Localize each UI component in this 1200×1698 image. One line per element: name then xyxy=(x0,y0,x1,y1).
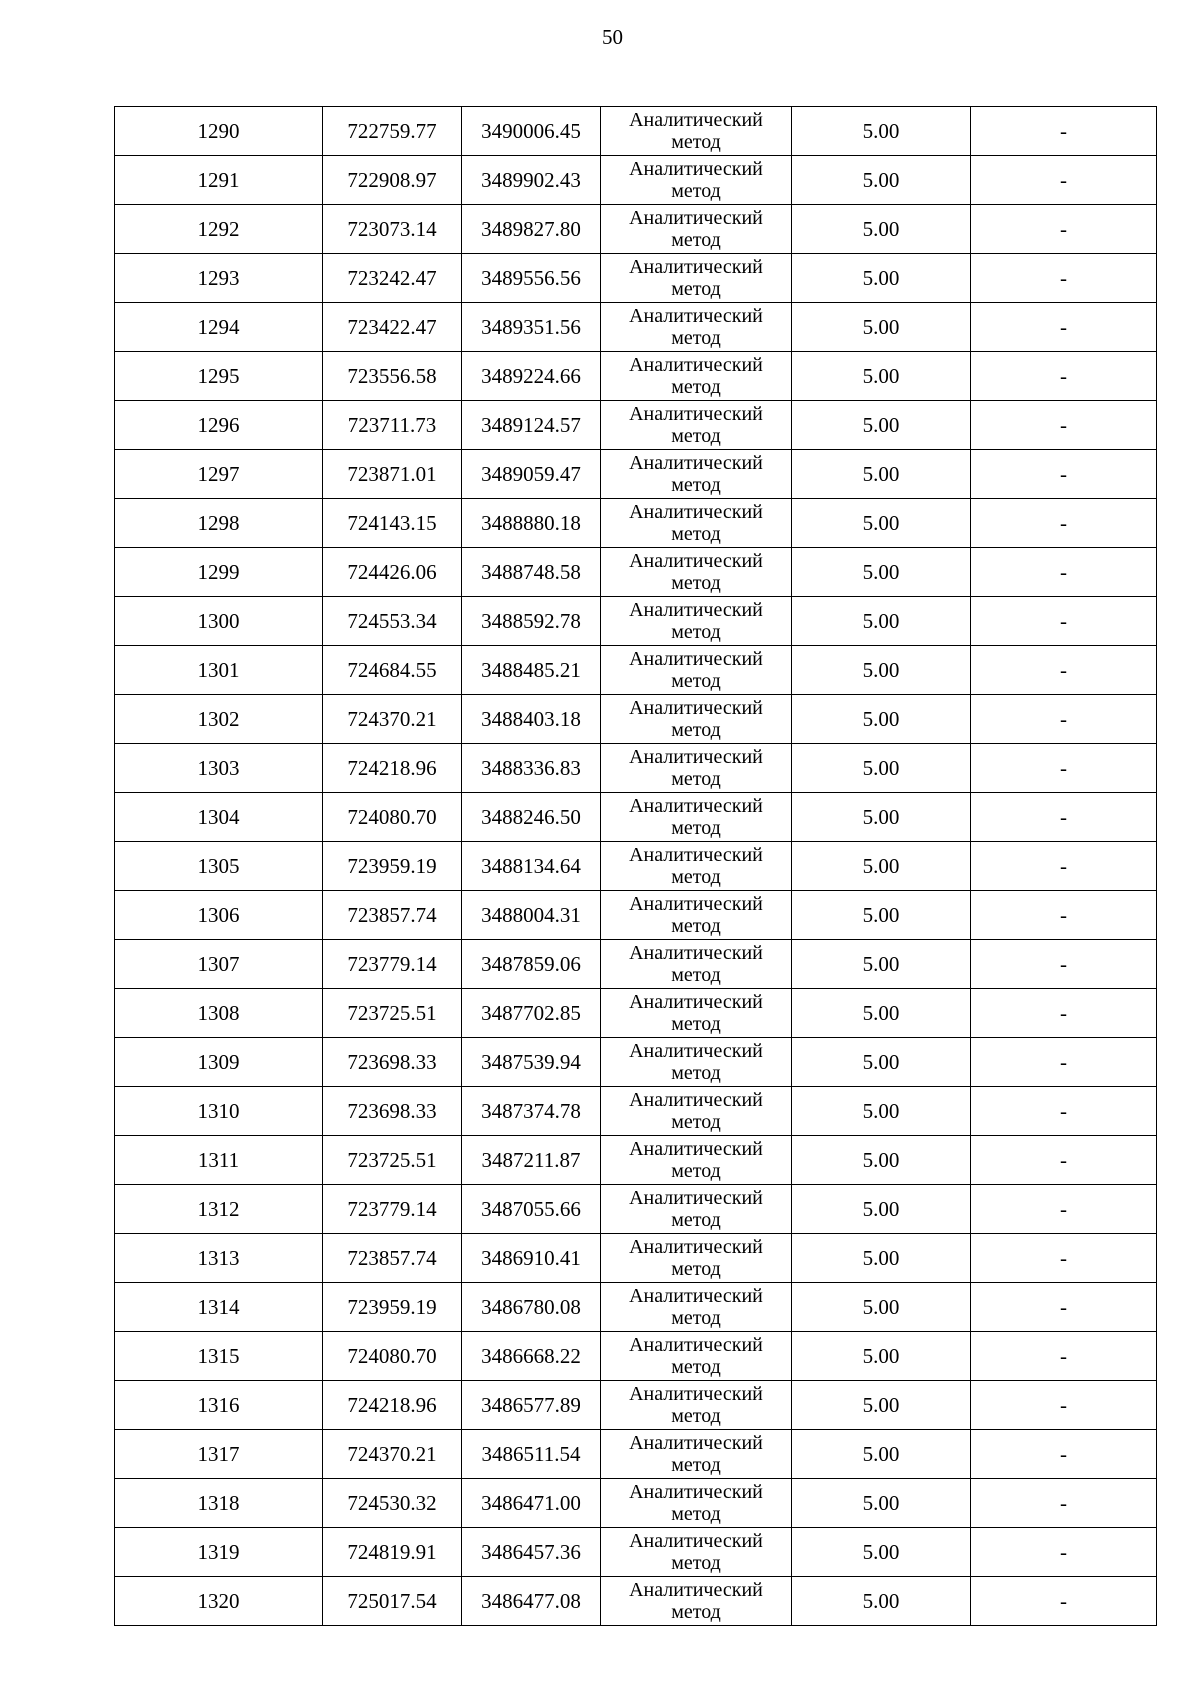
y-coordinate-cell: 3489124.57 xyxy=(462,401,601,450)
method-line-1: Аналитический xyxy=(629,794,763,817)
y-coordinate-cell: 3489556.56 xyxy=(462,254,601,303)
x-coordinate-cell: 723422.47 xyxy=(323,303,462,352)
y-coordinate-cell: 3488485.21 xyxy=(462,646,601,695)
accuracy-cell: 5.00 xyxy=(792,156,971,205)
note-cell: - xyxy=(971,1234,1157,1283)
accuracy-cell: 5.00 xyxy=(792,989,971,1038)
accuracy-cell: 5.00 xyxy=(792,1185,971,1234)
y-coordinate-cell: 3489827.80 xyxy=(462,205,601,254)
method-line-2: метод xyxy=(671,473,721,496)
method-line-2: метод xyxy=(671,914,721,937)
note-cell: - xyxy=(971,744,1157,793)
y-coordinate-cell: 3488134.64 xyxy=(462,842,601,891)
method-line-1: Аналитический xyxy=(629,598,763,621)
method-line-1: Аналитический xyxy=(629,1137,763,1160)
y-coordinate-cell: 3487211.87 xyxy=(462,1136,601,1185)
x-coordinate-cell: 722759.77 xyxy=(323,107,462,156)
x-coordinate-cell: 724370.21 xyxy=(323,695,462,744)
table-row xyxy=(115,205,1157,254)
point-number-cell: 1312 xyxy=(115,1185,323,1234)
accuracy-cell: 5.00 xyxy=(792,1087,971,1136)
y-coordinate-cell: 3487374.78 xyxy=(462,1087,601,1136)
note-cell: - xyxy=(971,1577,1157,1626)
point-number-cell: 1304 xyxy=(115,793,323,842)
note-cell: - xyxy=(971,1087,1157,1136)
point-number-cell: 1306 xyxy=(115,891,323,940)
table-row xyxy=(115,1283,1157,1332)
x-coordinate-cell: 725017.54 xyxy=(323,1577,462,1626)
method-line-2: метод xyxy=(671,1404,721,1427)
method-cell xyxy=(601,744,792,793)
table-row xyxy=(115,1430,1157,1479)
method-line-2: метод xyxy=(671,522,721,545)
table-row xyxy=(115,842,1157,891)
method-line-2: метод xyxy=(671,865,721,888)
point-number-cell: 1315 xyxy=(115,1332,323,1381)
method-line-1: Аналитический xyxy=(629,941,763,964)
method-cell xyxy=(601,548,792,597)
method-line-1: Аналитический xyxy=(629,1235,763,1258)
method-cell xyxy=(601,303,792,352)
x-coordinate-cell: 723871.01 xyxy=(323,450,462,499)
accuracy-cell: 5.00 xyxy=(792,646,971,695)
accuracy-cell: 5.00 xyxy=(792,1136,971,1185)
point-number-cell: 1314 xyxy=(115,1283,323,1332)
point-number-cell: 1300 xyxy=(115,597,323,646)
note-cell: - xyxy=(971,989,1157,1038)
method-cell xyxy=(601,793,792,842)
accuracy-cell: 5.00 xyxy=(792,450,971,499)
point-number-cell: 1316 xyxy=(115,1381,323,1430)
method-cell xyxy=(601,254,792,303)
method-line-1: Аналитический xyxy=(629,990,763,1013)
x-coordinate-cell: 724143.15 xyxy=(323,499,462,548)
note-cell: - xyxy=(971,352,1157,401)
table-row xyxy=(115,1332,1157,1381)
x-coordinate-cell: 723556.58 xyxy=(323,352,462,401)
point-number-cell: 1307 xyxy=(115,940,323,989)
table-row xyxy=(115,401,1157,450)
method-line-1: Аналитический xyxy=(629,304,763,327)
note-cell: - xyxy=(971,1332,1157,1381)
point-number-cell: 1294 xyxy=(115,303,323,352)
method-cell xyxy=(601,940,792,989)
accuracy-cell: 5.00 xyxy=(792,1234,971,1283)
table-row xyxy=(115,1381,1157,1430)
method-line-1: Аналитический xyxy=(629,1480,763,1503)
method-line-1: Аналитический xyxy=(629,157,763,180)
method-line-1: Аналитический xyxy=(629,451,763,474)
x-coordinate-cell: 724218.96 xyxy=(323,1381,462,1430)
method-line-1: Аналитический xyxy=(629,108,763,131)
y-coordinate-cell: 3487702.85 xyxy=(462,989,601,1038)
y-coordinate-cell: 3488336.83 xyxy=(462,744,601,793)
accuracy-cell: 5.00 xyxy=(792,1332,971,1381)
method-line-2: метод xyxy=(671,1257,721,1280)
table-row xyxy=(115,254,1157,303)
y-coordinate-cell: 3487539.94 xyxy=(462,1038,601,1087)
method-line-1: Аналитический xyxy=(629,696,763,719)
x-coordinate-cell: 723959.19 xyxy=(323,842,462,891)
method-line-1: Аналитический xyxy=(629,353,763,376)
accuracy-cell: 5.00 xyxy=(792,254,971,303)
accuracy-cell: 5.00 xyxy=(792,1577,971,1626)
table-row xyxy=(115,107,1157,156)
table-row xyxy=(115,303,1157,352)
x-coordinate-cell: 722908.97 xyxy=(323,156,462,205)
method-line-1: Аналитический xyxy=(629,1382,763,1405)
note-cell: - xyxy=(971,1185,1157,1234)
x-coordinate-cell: 723779.14 xyxy=(323,940,462,989)
accuracy-cell: 5.00 xyxy=(792,1038,971,1087)
point-number-cell: 1301 xyxy=(115,646,323,695)
table-row xyxy=(115,1528,1157,1577)
note-cell: - xyxy=(971,1479,1157,1528)
method-cell xyxy=(601,450,792,499)
y-coordinate-cell: 3486577.89 xyxy=(462,1381,601,1430)
table-row xyxy=(115,548,1157,597)
accuracy-cell: 5.00 xyxy=(792,499,971,548)
accuracy-cell: 5.00 xyxy=(792,1528,971,1577)
note-cell: - xyxy=(971,1038,1157,1087)
accuracy-cell: 5.00 xyxy=(792,1381,971,1430)
x-coordinate-cell: 723698.33 xyxy=(323,1038,462,1087)
table-row xyxy=(115,499,1157,548)
method-cell xyxy=(601,842,792,891)
method-cell xyxy=(601,891,792,940)
table-row xyxy=(115,1185,1157,1234)
coordinates-table xyxy=(114,106,1157,1626)
method-cell xyxy=(601,1577,792,1626)
method-line-1: Аналитический xyxy=(629,1431,763,1454)
method-line-2: метод xyxy=(671,326,721,349)
method-line-2: метод xyxy=(671,179,721,202)
method-line-2: метод xyxy=(671,1551,721,1574)
table-row xyxy=(115,891,1157,940)
method-line-2: метод xyxy=(671,816,721,839)
accuracy-cell: 5.00 xyxy=(792,1283,971,1332)
accuracy-cell: 5.00 xyxy=(792,303,971,352)
method-cell xyxy=(601,646,792,695)
point-number-cell: 1290 xyxy=(115,107,323,156)
point-number-cell: 1297 xyxy=(115,450,323,499)
y-coordinate-cell: 3487055.66 xyxy=(462,1185,601,1234)
method-line-1: Аналитический xyxy=(629,549,763,572)
x-coordinate-cell: 723857.74 xyxy=(323,1234,462,1283)
point-number-cell: 1303 xyxy=(115,744,323,793)
method-line-1: Аналитический xyxy=(629,1333,763,1356)
x-coordinate-cell: 724530.32 xyxy=(323,1479,462,1528)
method-line-2: метод xyxy=(671,1110,721,1133)
method-cell xyxy=(601,1234,792,1283)
x-coordinate-cell: 723725.51 xyxy=(323,989,462,1038)
method-line-1: Аналитический xyxy=(629,745,763,768)
note-cell: - xyxy=(971,1528,1157,1577)
method-line-1: Аналитический xyxy=(629,843,763,866)
note-cell: - xyxy=(971,646,1157,695)
method-line-2: метод xyxy=(671,1061,721,1084)
note-cell: - xyxy=(971,695,1157,744)
table-row xyxy=(115,1087,1157,1136)
accuracy-cell: 5.00 xyxy=(792,793,971,842)
method-line-2: метод xyxy=(671,130,721,153)
point-number-cell: 1308 xyxy=(115,989,323,1038)
method-line-2: метод xyxy=(671,1502,721,1525)
table-row xyxy=(115,1479,1157,1528)
accuracy-cell: 5.00 xyxy=(792,205,971,254)
y-coordinate-cell: 3486477.08 xyxy=(462,1577,601,1626)
point-number-cell: 1291 xyxy=(115,156,323,205)
note-cell: - xyxy=(971,842,1157,891)
note-cell: - xyxy=(971,891,1157,940)
x-coordinate-cell: 723242.47 xyxy=(323,254,462,303)
accuracy-cell: 5.00 xyxy=(792,695,971,744)
point-number-cell: 1309 xyxy=(115,1038,323,1087)
method-line-2: метод xyxy=(671,277,721,300)
y-coordinate-cell: 3487859.06 xyxy=(462,940,601,989)
x-coordinate-cell: 723073.14 xyxy=(323,205,462,254)
method-line-2: метод xyxy=(671,1600,721,1623)
point-number-cell: 1317 xyxy=(115,1430,323,1479)
method-line-1: Аналитический xyxy=(629,1039,763,1062)
method-line-2: метод xyxy=(671,718,721,741)
y-coordinate-cell: 3488880.18 xyxy=(462,499,601,548)
accuracy-cell: 5.00 xyxy=(792,401,971,450)
method-line-1: Аналитический xyxy=(629,500,763,523)
method-cell xyxy=(601,1136,792,1185)
method-cell xyxy=(601,107,792,156)
method-line-2: метод xyxy=(671,620,721,643)
accuracy-cell: 5.00 xyxy=(792,744,971,793)
y-coordinate-cell: 3486471.00 xyxy=(462,1479,601,1528)
method-cell xyxy=(601,1038,792,1087)
y-coordinate-cell: 3489224.66 xyxy=(462,352,601,401)
y-coordinate-cell: 3486457.36 xyxy=(462,1528,601,1577)
note-cell: - xyxy=(971,940,1157,989)
method-line-1: Аналитический xyxy=(629,892,763,915)
method-line-1: Аналитический xyxy=(629,1088,763,1111)
method-line-2: метод xyxy=(671,1208,721,1231)
note-cell: - xyxy=(971,1381,1157,1430)
accuracy-cell: 5.00 xyxy=(792,940,971,989)
x-coordinate-cell: 724080.70 xyxy=(323,1332,462,1381)
method-line-1: Аналитический xyxy=(629,1284,763,1307)
method-cell xyxy=(601,1528,792,1577)
point-number-cell: 1299 xyxy=(115,548,323,597)
table-row xyxy=(115,597,1157,646)
method-cell xyxy=(601,352,792,401)
table-row xyxy=(115,793,1157,842)
note-cell: - xyxy=(971,1283,1157,1332)
method-cell xyxy=(601,1087,792,1136)
x-coordinate-cell: 723725.51 xyxy=(323,1136,462,1185)
accuracy-cell: 5.00 xyxy=(792,891,971,940)
y-coordinate-cell: 3486511.54 xyxy=(462,1430,601,1479)
note-cell: - xyxy=(971,303,1157,352)
accuracy-cell: 5.00 xyxy=(792,107,971,156)
point-number-cell: 1305 xyxy=(115,842,323,891)
point-number-cell: 1296 xyxy=(115,401,323,450)
y-coordinate-cell: 3486780.08 xyxy=(462,1283,601,1332)
table-row xyxy=(115,940,1157,989)
method-line-2: метод xyxy=(671,669,721,692)
note-cell: - xyxy=(971,597,1157,646)
method-line-1: Аналитический xyxy=(629,647,763,670)
point-number-cell: 1313 xyxy=(115,1234,323,1283)
note-cell: - xyxy=(971,1430,1157,1479)
y-coordinate-cell: 3489902.43 xyxy=(462,156,601,205)
method-line-1: Аналитический xyxy=(629,1186,763,1209)
note-cell: - xyxy=(971,156,1157,205)
method-line-2: метод xyxy=(671,1306,721,1329)
method-line-1: Аналитический xyxy=(629,206,763,229)
y-coordinate-cell: 3486910.41 xyxy=(462,1234,601,1283)
accuracy-cell: 5.00 xyxy=(792,1430,971,1479)
y-coordinate-cell: 3490006.45 xyxy=(462,107,601,156)
y-coordinate-cell: 3488748.58 xyxy=(462,548,601,597)
y-coordinate-cell: 3489351.56 xyxy=(462,303,601,352)
accuracy-cell: 5.00 xyxy=(792,597,971,646)
method-line-1: Аналитический xyxy=(629,1529,763,1552)
y-coordinate-cell: 3488592.78 xyxy=(462,597,601,646)
x-coordinate-cell: 724370.21 xyxy=(323,1430,462,1479)
method-line-2: метод xyxy=(671,1453,721,1476)
x-coordinate-cell: 723779.14 xyxy=(323,1185,462,1234)
table-row xyxy=(115,352,1157,401)
method-cell xyxy=(601,1332,792,1381)
point-number-cell: 1310 xyxy=(115,1087,323,1136)
method-cell xyxy=(601,205,792,254)
x-coordinate-cell: 723698.33 xyxy=(323,1087,462,1136)
point-number-cell: 1302 xyxy=(115,695,323,744)
note-cell: - xyxy=(971,254,1157,303)
method-cell xyxy=(601,401,792,450)
note-cell: - xyxy=(971,205,1157,254)
accuracy-cell: 5.00 xyxy=(792,548,971,597)
method-cell xyxy=(601,989,792,1038)
method-line-1: Аналитический xyxy=(629,255,763,278)
method-cell xyxy=(601,1430,792,1479)
note-cell: - xyxy=(971,1136,1157,1185)
accuracy-cell: 5.00 xyxy=(792,352,971,401)
x-coordinate-cell: 724684.55 xyxy=(323,646,462,695)
method-line-1: Аналитический xyxy=(629,402,763,425)
x-coordinate-cell: 723959.19 xyxy=(323,1283,462,1332)
note-cell: - xyxy=(971,450,1157,499)
method-line-2: метод xyxy=(671,228,721,251)
y-coordinate-cell: 3488246.50 xyxy=(462,793,601,842)
table-row xyxy=(115,450,1157,499)
accuracy-cell: 5.00 xyxy=(792,842,971,891)
table-row xyxy=(115,156,1157,205)
method-cell xyxy=(601,499,792,548)
method-cell xyxy=(601,1479,792,1528)
table-row xyxy=(115,744,1157,793)
point-number-cell: 1320 xyxy=(115,1577,323,1626)
x-coordinate-cell: 724819.91 xyxy=(323,1528,462,1577)
method-line-2: метод xyxy=(671,375,721,398)
method-line-2: метод xyxy=(671,424,721,447)
x-coordinate-cell: 724553.34 xyxy=(323,597,462,646)
y-coordinate-cell: 3489059.47 xyxy=(462,450,601,499)
method-line-1: Аналитический xyxy=(629,1578,763,1601)
note-cell: - xyxy=(971,107,1157,156)
method-line-2: метод xyxy=(671,767,721,790)
y-coordinate-cell: 3488403.18 xyxy=(462,695,601,744)
table-row xyxy=(115,1577,1157,1626)
point-number-cell: 1293 xyxy=(115,254,323,303)
method-cell xyxy=(601,597,792,646)
method-cell xyxy=(601,156,792,205)
point-number-cell: 1319 xyxy=(115,1528,323,1577)
page-number: 50 xyxy=(602,25,623,49)
table-row xyxy=(115,1038,1157,1087)
method-cell xyxy=(601,1185,792,1234)
table-row xyxy=(115,695,1157,744)
method-line-2: метод xyxy=(671,1355,721,1378)
point-number-cell: 1295 xyxy=(115,352,323,401)
y-coordinate-cell: 3486668.22 xyxy=(462,1332,601,1381)
method-line-2: метод xyxy=(671,571,721,594)
x-coordinate-cell: 723857.74 xyxy=(323,891,462,940)
point-number-cell: 1298 xyxy=(115,499,323,548)
note-cell: - xyxy=(971,548,1157,597)
table-row xyxy=(115,1136,1157,1185)
method-line-2: метод xyxy=(671,963,721,986)
point-number-cell: 1292 xyxy=(115,205,323,254)
method-line-2: метод xyxy=(671,1012,721,1035)
x-coordinate-cell: 723711.73 xyxy=(323,401,462,450)
table-row xyxy=(115,1234,1157,1283)
x-coordinate-cell: 724080.70 xyxy=(323,793,462,842)
table-row xyxy=(115,989,1157,1038)
x-coordinate-cell: 724218.96 xyxy=(323,744,462,793)
note-cell: - xyxy=(971,793,1157,842)
y-coordinate-cell: 3488004.31 xyxy=(462,891,601,940)
coordinates-table-body xyxy=(115,107,1157,1626)
method-cell xyxy=(601,1381,792,1430)
point-number-cell: 1318 xyxy=(115,1479,323,1528)
x-coordinate-cell: 724426.06 xyxy=(323,548,462,597)
method-line-2: метод xyxy=(671,1159,721,1182)
point-number-cell: 1311 xyxy=(115,1136,323,1185)
note-cell: - xyxy=(971,401,1157,450)
note-cell: - xyxy=(971,499,1157,548)
method-cell xyxy=(601,695,792,744)
table-row xyxy=(115,646,1157,695)
accuracy-cell: 5.00 xyxy=(792,1479,971,1528)
method-cell xyxy=(601,1283,792,1332)
